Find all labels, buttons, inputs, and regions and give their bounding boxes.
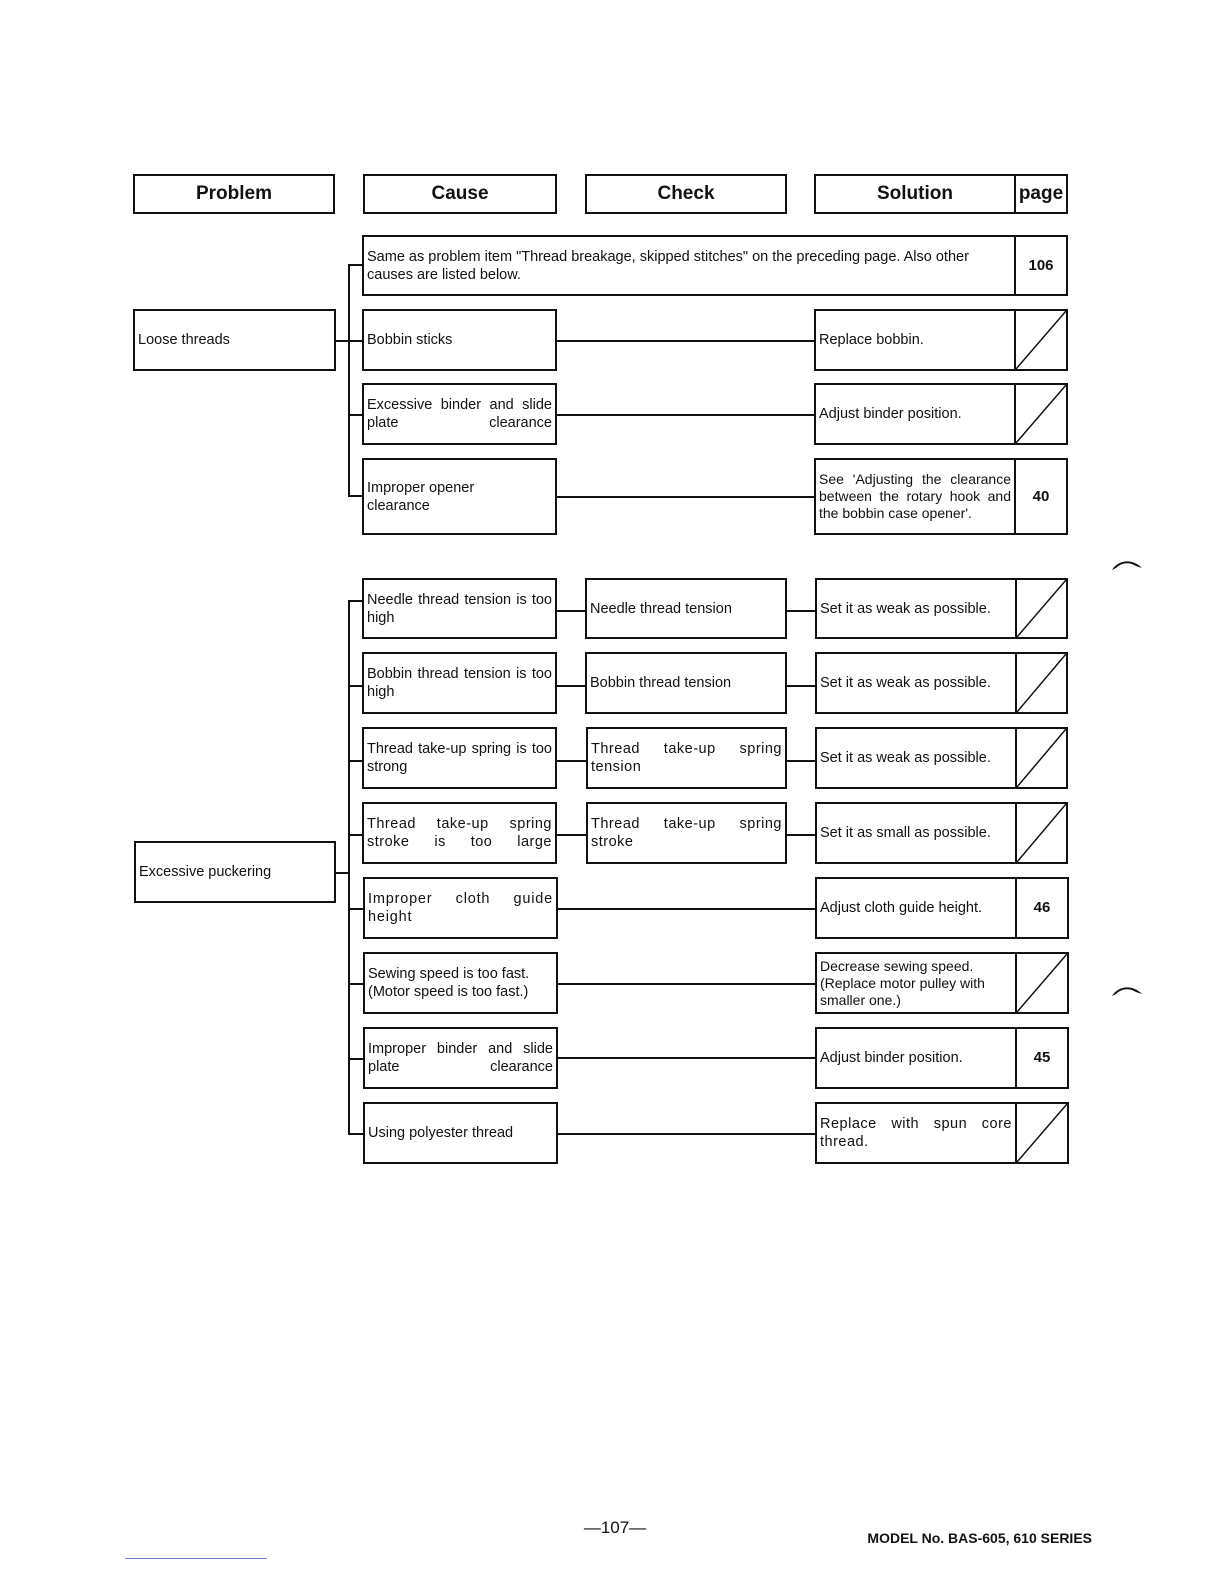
solution-text: Replace with spun core thread. bbox=[820, 1116, 1012, 1150]
cause-text: Bobbin thread tension is too high bbox=[367, 666, 552, 700]
cause-box bbox=[363, 1027, 558, 1089]
cause-box bbox=[363, 952, 558, 1014]
page-cell-empty bbox=[1015, 802, 1068, 864]
solution-box bbox=[815, 877, 1017, 939]
diagonal-slash-icon bbox=[1017, 654, 1066, 712]
check-box bbox=[585, 578, 787, 639]
check-box bbox=[585, 652, 787, 714]
check-text: Thread take-up spring stroke bbox=[591, 816, 782, 850]
cause-text: Improper cloth guide height bbox=[368, 891, 553, 925]
diagonal-slash-icon bbox=[1017, 804, 1066, 862]
connector-line bbox=[348, 760, 362, 762]
header-solution: Solution bbox=[814, 174, 1016, 214]
connector-line bbox=[348, 264, 350, 496]
connector-line bbox=[558, 983, 815, 985]
cause-text: Improper binder and slide plate clearance bbox=[368, 1041, 553, 1075]
cause-text: Excessive binder and slide plate clearance bbox=[367, 397, 552, 431]
diagonal-slash-icon bbox=[1017, 1104, 1067, 1162]
cause-box bbox=[362, 309, 557, 371]
solution-box bbox=[815, 802, 1017, 864]
solution-box bbox=[814, 383, 1016, 445]
solution-box bbox=[815, 578, 1017, 639]
page-number: 40 bbox=[1032, 487, 1050, 505]
cause-box bbox=[362, 802, 557, 864]
page-cell bbox=[1014, 458, 1068, 535]
cause-box bbox=[362, 458, 557, 535]
cause-box bbox=[362, 652, 557, 714]
connector-line bbox=[348, 1058, 363, 1060]
cause-text: Improper opener clearance bbox=[367, 479, 475, 514]
note-box bbox=[362, 235, 1016, 296]
solution-box bbox=[814, 309, 1016, 371]
problem-label: Excessive puckering bbox=[139, 864, 272, 880]
page-cell-empty bbox=[1015, 1102, 1069, 1164]
solution-text: Set it as weak as possible. bbox=[820, 675, 991, 691]
solution-text: Adjust binder position. bbox=[819, 406, 962, 422]
solution-box bbox=[815, 727, 1017, 789]
connector-line bbox=[787, 685, 815, 687]
connector-line bbox=[787, 760, 815, 762]
connector-line bbox=[557, 610, 585, 612]
page-cell bbox=[1015, 1027, 1069, 1089]
check-text: Thread take-up spring tension bbox=[591, 741, 782, 775]
connector-line bbox=[348, 685, 362, 687]
diagonal-slash-icon bbox=[1016, 311, 1066, 369]
check-box bbox=[586, 802, 787, 864]
connector-line bbox=[557, 760, 586, 762]
connector-line bbox=[557, 340, 814, 342]
check-text: Bobbin thread tension bbox=[590, 675, 732, 691]
page-number: 45 bbox=[1033, 1049, 1051, 1066]
problem-excessive-puckering bbox=[134, 841, 336, 903]
solution-text: Adjust cloth guide height. bbox=[820, 900, 983, 916]
solution-box bbox=[815, 1102, 1017, 1164]
cause-box bbox=[363, 1102, 558, 1164]
header-page: page bbox=[1014, 174, 1068, 214]
page-number: 106 bbox=[1028, 256, 1054, 274]
solution-text: Adjust binder position. bbox=[820, 1050, 963, 1066]
solution-text: Decrease sewing speed. (Replace motor pulley with smaller one.) bbox=[820, 957, 985, 1008]
solution-text: See 'Adjusting the clearance between the rotary hook and the bobbin case opener'. bbox=[819, 471, 1011, 521]
solution-text: Set it as weak as possible. bbox=[820, 600, 991, 617]
solution-text: Set it as small as possible. bbox=[820, 825, 991, 841]
solution-box bbox=[814, 458, 1016, 535]
page-cell-empty bbox=[1014, 383, 1068, 445]
connector-line bbox=[787, 610, 815, 612]
diagonal-slash-icon bbox=[1017, 954, 1067, 1012]
connector-line bbox=[348, 983, 363, 985]
problem-label: Loose threads bbox=[138, 332, 230, 348]
cause-text: Needle thread tension is too high bbox=[367, 591, 552, 626]
connector-line bbox=[336, 872, 349, 874]
diagonal-slash-icon bbox=[1017, 729, 1066, 787]
note-text: Same as problem item "Thread breakage, skipped stitches" on the preceding page. Also other causes are listed below. bbox=[367, 248, 969, 283]
cause-box bbox=[362, 383, 557, 445]
header-problem: Problem bbox=[133, 174, 335, 214]
connector-line bbox=[348, 264, 362, 266]
page-cell-empty bbox=[1015, 652, 1068, 714]
connector-line bbox=[348, 495, 362, 497]
cause-text: Using polyester thread bbox=[368, 1125, 514, 1141]
margin-mark-icon bbox=[1110, 982, 1144, 998]
page-number: 46 bbox=[1033, 899, 1051, 916]
footer-model: MODEL No. BAS-605, 610 SERIES bbox=[867, 1530, 1092, 1546]
cause-box bbox=[362, 578, 557, 639]
footer-page-number: —107— bbox=[583, 1518, 647, 1537]
connector-line bbox=[348, 908, 363, 910]
connector-line bbox=[557, 496, 814, 498]
connector-line bbox=[558, 1057, 815, 1059]
page-cell bbox=[1015, 877, 1069, 939]
cause-text: Thread take-up spring stroke is too large bbox=[367, 816, 552, 850]
page-cell-empty bbox=[1015, 952, 1069, 1014]
connector-line bbox=[335, 340, 362, 342]
connector-line bbox=[348, 834, 362, 836]
solution-text: Set it as weak as possible. bbox=[820, 750, 991, 766]
cause-text: Thread take-up spring is too strong bbox=[367, 741, 552, 775]
connector-line bbox=[557, 834, 586, 836]
check-text: Needle thread tension bbox=[590, 600, 732, 617]
header-cause: Cause bbox=[363, 174, 557, 214]
solution-text: Replace bobbin. bbox=[819, 332, 924, 348]
page-cell-empty bbox=[1015, 727, 1068, 789]
cause-box bbox=[363, 877, 558, 939]
connector-line bbox=[348, 414, 362, 416]
cause-text: Bobbin sticks bbox=[367, 332, 453, 348]
problem-loose-threads bbox=[133, 309, 336, 371]
connector-line bbox=[348, 600, 362, 602]
connector-line bbox=[348, 600, 350, 1134]
solution-box bbox=[815, 1027, 1017, 1089]
check-box bbox=[586, 727, 787, 789]
cause-text: Sewing speed is too fast. (Motor speed is too fast.) bbox=[368, 966, 530, 1000]
solution-box bbox=[815, 652, 1017, 714]
diagonal-slash-icon bbox=[1017, 580, 1066, 637]
page-cell-empty bbox=[1014, 309, 1068, 371]
page-cell bbox=[1014, 235, 1068, 296]
margin-mark-icon bbox=[1110, 556, 1144, 572]
header-check: Check bbox=[585, 174, 787, 214]
connector-line bbox=[787, 834, 815, 836]
connector-line bbox=[558, 908, 815, 910]
cause-box bbox=[362, 727, 557, 789]
page-cell-empty bbox=[1015, 578, 1068, 639]
solution-box bbox=[815, 952, 1017, 1014]
connector-line bbox=[558, 1133, 815, 1135]
diagonal-slash-icon bbox=[1016, 385, 1066, 443]
connector-line bbox=[348, 1133, 363, 1135]
connector-line bbox=[557, 414, 814, 416]
footer-rule bbox=[125, 1558, 267, 1559]
connector-line bbox=[557, 685, 585, 687]
